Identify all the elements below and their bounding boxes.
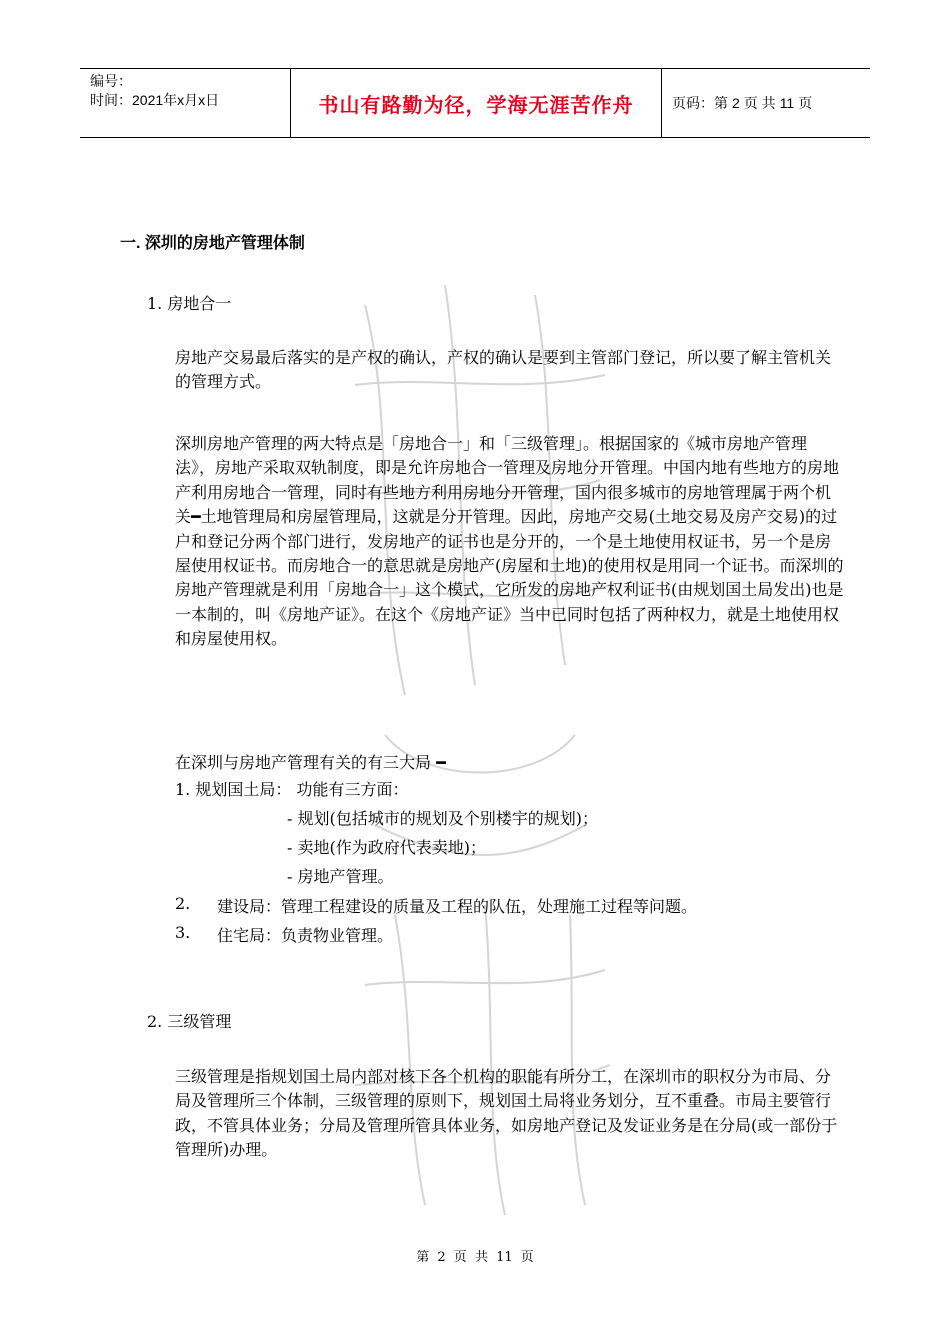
- header-info: [80, 69, 290, 137]
- paragraph: 房地产交易最后落实的是产权的确认，产权的确认是要到主管部门登记，所以要了解主管机关的管理方式。: [175, 348, 832, 392]
- list-item: 建设局：管理工程建设的质量及工程的队伍，处理施工过程等问题。: [217, 897, 698, 916]
- footer-total: 11: [496, 1250, 513, 1265]
- section-title: 一. 深圳的房地产管理体制: [120, 235, 305, 252]
- document-number: 编号：: [90, 73, 132, 89]
- footer-suffix: 页: [520, 1250, 534, 1265]
- list-item: - 房地产管理。: [287, 867, 394, 886]
- paragraph: 深圳房地产管理的两大特点是「房地合一」和「三级管理」。根据国家的《城市房地产管理法》，房地产采取双轨制度，即是允许房地合一管理及房地分开管理。中国内地有些地方的房地产利用房地合一管理，同时有些地方利用房地分开管理，国内很多城市的房地管理属于两个机关━土地管理局和房屋管理局，这就是分开管理。因此，房地产交易(土地交易及房产交易)的过户和登记分两个部门进行，发房地产的证书也是分开的，一个是土地使用权证书，另一个是房屋使用权证书。而房地合一的意思就是房地产(房屋和土地)的使用权是用同一个证书。而深圳的房地产管理就是利用「房地合一」这个模式，它所发的房地产权利证书(由规划国土局发出)也是一本制的，叫《房地产证》。在这个《房地产证》当中已同时包括了两种权力，就是土地使用权和房屋使用权。: [175, 434, 844, 649]
- page-total: 11: [779, 95, 795, 111]
- header-page-info: [662, 69, 870, 137]
- list-item: 住宅局：负责物业管理。: [217, 926, 394, 945]
- page-current: 2: [732, 95, 740, 111]
- document-date: 时间：2021年x月x日: [90, 92, 220, 108]
- subsection-heading-2: 2. 三级管理: [147, 1012, 232, 1031]
- footer-mid2: 共: [474, 1250, 488, 1265]
- list-item-number: 3.: [175, 923, 191, 942]
- bureaus-intro: 在深圳与房地产管理有关的有三大局 ━: [175, 753, 446, 772]
- page-prefix: 页码：第: [672, 95, 728, 111]
- subsection-heading-1: 1. 房地合一: [147, 294, 232, 313]
- footer-current: 2: [437, 1250, 446, 1265]
- footer-mid1: 页: [453, 1250, 467, 1265]
- list-item-number: 2.: [175, 894, 191, 913]
- page-suffix: 页: [798, 95, 813, 111]
- page-mid: 页 共: [743, 95, 776, 111]
- list-item: - 卖地(作为政府代表卖地)；: [287, 838, 486, 857]
- footer-prefix: 第: [416, 1250, 430, 1265]
- header-motto: 书山有路勤为径，学海无涯苦作舟: [290, 69, 662, 137]
- list-item: 1. 规划国土局： 功能有三方面：: [175, 780, 409, 799]
- paragraph: 三级管理是指规划国土局内部对核下各个机构的职能有所分工，在深圳市的职权分为市局、分局及管理所三个体制，三级管理的原则下，规划国土局将业务划分，互不重叠。市局主要管行政，不管具体业务；分局及管理所管具体业务，如房地产登记及发证业务是在分局(或一部份于管理所)办理。: [175, 1067, 838, 1160]
- list-item: - 规划(包括城市的规划及个别楼宇的规划)；: [287, 809, 598, 828]
- page-footer: [0, 1246, 950, 1265]
- page-header: [80, 68, 870, 138]
